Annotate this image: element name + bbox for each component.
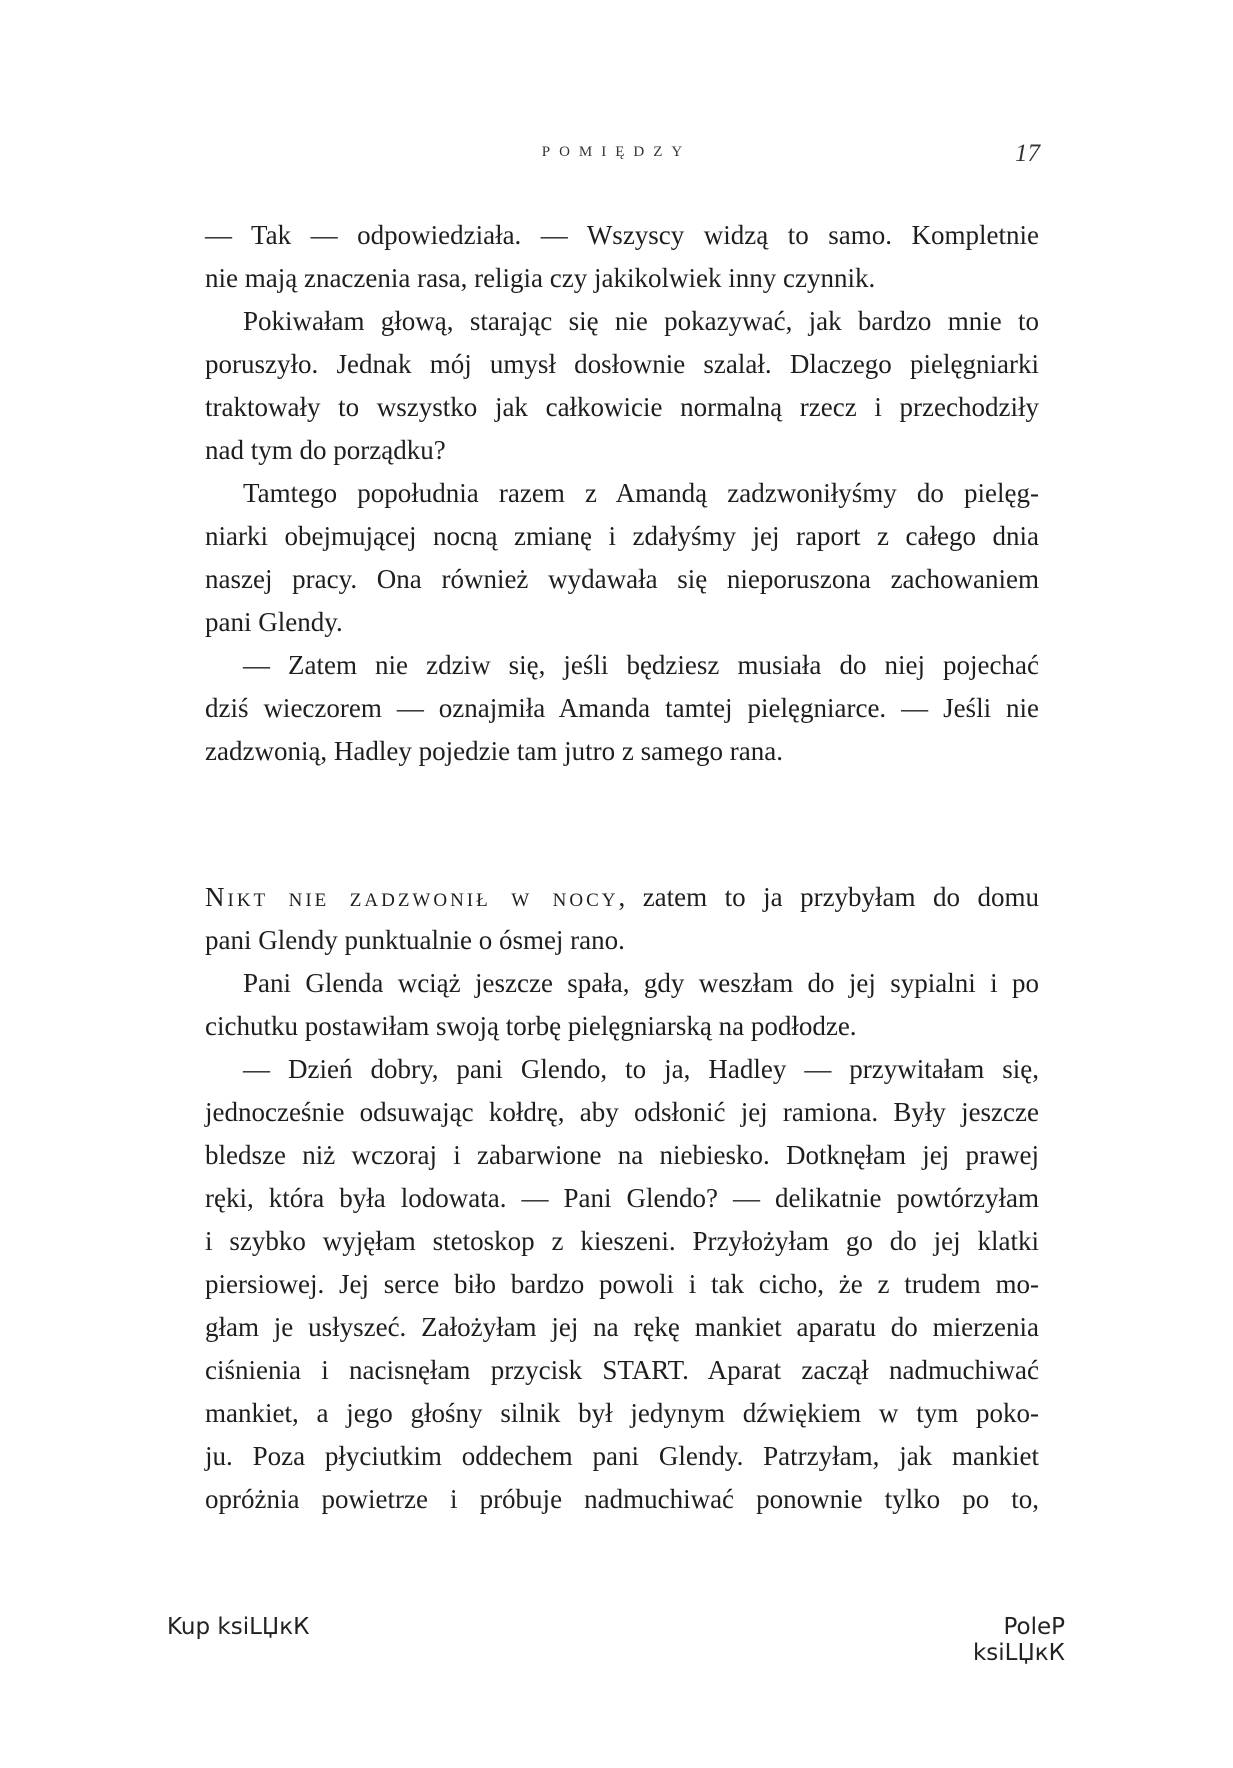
- opening-line-rest: , zatem to ja przybyłam do domu: [618, 882, 1040, 912]
- text-line: nad tym do porządku?: [205, 435, 446, 465]
- text-line: opróżnia powietrze i próbuje nadmuchiwać ponownie tylko po to,: [205, 1484, 1039, 1514]
- text-line: nie mają znaczenia rasa, religia czy jakikolwiek inny czynnik.: [205, 263, 876, 293]
- text-line: i szybko wyjęłam stetoskop z kieszeni. Przyłożyłam go do jej klatki: [205, 1226, 1039, 1256]
- text-line: mankiet, a jego głośny silnik był jedynym dźwiękiem w tym poko-: [205, 1398, 1039, 1428]
- text-line: Pokiwałam głową, starając się nie pokazywać, jak bardzo mnie to: [243, 306, 1039, 336]
- text-line: pani Glendy.: [205, 607, 343, 637]
- text-line: niarki obejmującej nocną zmianę i zdałyśmy jej raport z całego dnia: [205, 521, 1039, 551]
- running-title: POMIĘDZY: [541, 144, 692, 160]
- text-line: ju. Poza płyciutkim oddechem pani Glendy. Patrzyłam, jak mankiet: [205, 1441, 1039, 1471]
- text-line: cichutku postawiłam swoją torbę pielęgniarską na podłodze.: [205, 1011, 857, 1041]
- text-line: — Dzień dobry, pani Glendo, to ja, Hadley — przywitałam się,: [243, 1054, 1039, 1084]
- page-number: 17: [1015, 140, 1040, 167]
- text-line: piersiowej. Jej serce biło bardzo powoli i tak cicho, że z trudem mo-: [205, 1269, 1039, 1299]
- recommend-book-link[interactable]: PoleP ksiLЏкК: [972, 1614, 1065, 1666]
- text-line: dziś wieczorem — oznajmiła Amanda tamtej pielęgniarce. — Jeśli nie: [205, 693, 1039, 723]
- text-line: pani Glendy punktualnie o ósmej rano.: [205, 925, 625, 955]
- text-line: traktowały to wszystko jak całkowicie normalną rzecz i przechodziły: [205, 392, 1039, 422]
- smallcaps-lead: Nikt nie zadzwonił w nocy: [205, 882, 619, 912]
- text-line: poruszyło. Jednak mój umysł dosłownie szalał. Dlaczego pielęgniarki: [205, 349, 1039, 379]
- text-line: ciśnienia i nacisnęłam przycisk START. Aparat zaczął nadmuchiwać: [205, 1355, 1039, 1385]
- text-line: zadzwonią, Hadley pojedzie tam jutro z samego rana.: [205, 736, 784, 766]
- text-line: jednocześnie odsuwając kołdrę, aby odsłonić jej ramiona. Były jeszcze: [205, 1097, 1039, 1127]
- text-block-upper: [205, 214, 1039, 773]
- buy-book-link[interactable]: Kup ksiLЏкК: [167, 1614, 310, 1640]
- text-line: ręki, która była lodowata. — Pani Glendo? — delikatnie powtórzyłam: [205, 1183, 1039, 1213]
- text-line: naszej pracy. Ona również wydawała się nieporuszona zachowaniem: [205, 564, 1039, 594]
- text-line: bledsze niż wczoraj i zabarwione na niebiesko. Dotknęłam jej prawej: [205, 1140, 1039, 1170]
- section-opening-line: [205, 876, 1039, 919]
- text-line: głam je usłyszeć. Założyłam jej na rękę mankiet aparatu do mierzenia: [205, 1312, 1039, 1342]
- text-block-lower: [205, 876, 1039, 1521]
- text-line: Tamtego popołudnia razem z Amandą zadzwoniłyśmy do pielęg-: [243, 478, 1039, 508]
- text-line: Pani Glenda wciąż jeszcze spała, gdy weszłam do jej sypialni i po: [243, 968, 1039, 998]
- text-line: — Zatem nie zdziw się, jeśli będziesz musiała do niej pojechać: [243, 650, 1039, 680]
- text-line: — Tak — odpowiedziała. — Wszyscy widzą to samo. Kompletnie: [205, 220, 1039, 250]
